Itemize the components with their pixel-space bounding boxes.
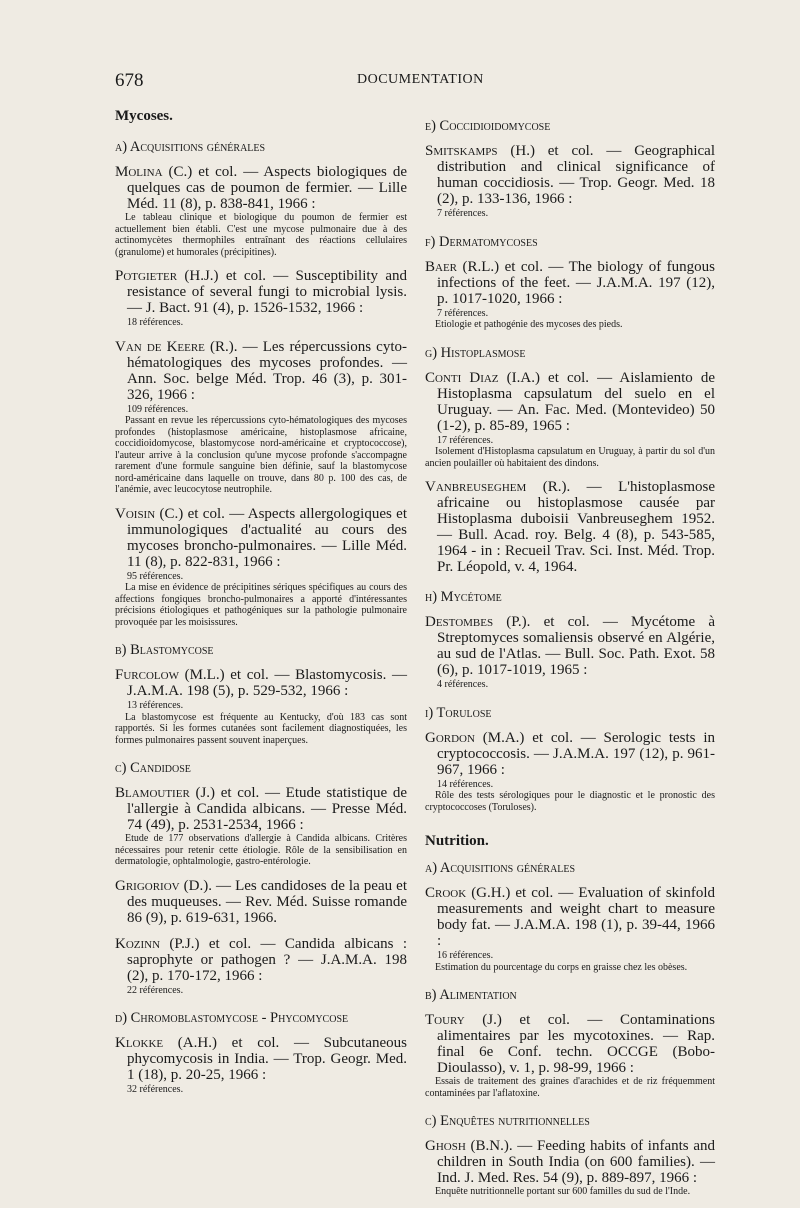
page-number: 678 bbox=[115, 70, 144, 91]
entry-author: Gordon (M.A.) bbox=[425, 729, 525, 746]
entry-ref-count: 14 références. bbox=[437, 778, 494, 790]
bibliography-entry bbox=[425, 730, 715, 814]
entry-author: Voisin (C.) bbox=[115, 505, 184, 522]
bibliography-entry bbox=[425, 479, 715, 575]
left-categories bbox=[115, 139, 407, 1096]
category-heading: c) Candidose bbox=[115, 760, 191, 776]
entry-author: Blamoutier (J.) bbox=[115, 785, 216, 801]
bibliography-entry bbox=[115, 164, 407, 258]
entry-author: Van de Keere (R.). bbox=[115, 338, 238, 355]
bibliography-entry bbox=[425, 370, 715, 470]
entry-author: Potgieter (H.J.) bbox=[115, 268, 219, 284]
entry-ref-count: 7 références. bbox=[437, 307, 489, 319]
entry-author: Vanbreuseghem (R.). bbox=[425, 479, 571, 495]
entry-reference-text: — L'histoplasmose africaine ou histoplasmose causée par Histoplasma duboisii Vanbreuseghem 1952. — Bull. Acad. roy. Belg. 4 (8), p. 543-585, 1964 - in : Recueil Trav. Sci. Inst. Méd. Trop. Pr. Léopold, v. 4, 1964. bbox=[437, 479, 715, 575]
entry-reference-text: — Les candidoses de la peau et des muqueuses. — Rev. Méd. Suisse romande 86 (9), p. 619-631, 1966. bbox=[127, 877, 407, 926]
entry-ref-count: 95 références. bbox=[127, 570, 184, 582]
entry-reference-text: et col. — Etude statistique de l'allergie à Candida albicans. — Presse Méd. 74 (49), p. 2531-2534, 1966 : bbox=[127, 785, 408, 833]
bibliography-entry bbox=[115, 936, 407, 997]
entry-citation bbox=[425, 259, 715, 307]
bibliography-entry bbox=[115, 785, 407, 868]
entry-abstract: Le tableau clinique et biologique du poumon de fermier est actuellement bien établi. C'est une mycose pulmonaire due à des actinomycètes thermophiles entraînant des réactions cellulaires (granulome) et humorales (précipitines). bbox=[115, 212, 407, 258]
bibliography-entry bbox=[425, 1138, 715, 1198]
entry-author: Molina (C.) bbox=[115, 164, 193, 180]
bibliography-entry bbox=[115, 667, 407, 746]
entry-reference-text: et col. — Subcutaneous phycomycosis in India. — Trop. Geogr. Med. 1 (18), p. 20-25, 1966 : bbox=[127, 1035, 407, 1083]
entry-citation bbox=[115, 268, 407, 316]
entry-reference-text: et col. — Contaminations alimentaires par les mycotoxines. — Rap. final 6e Conf. techn. OCCGE (Bobo-Dioulasso), v. 1, p. 98-99, 1966 : bbox=[437, 1012, 715, 1076]
entry-author: Smitskamps (H.) bbox=[425, 143, 535, 159]
right-categories-nutrition bbox=[425, 860, 715, 1198]
category-heading: f) Dermatomycoses bbox=[425, 233, 538, 250]
entry-ref-count: 17 références. bbox=[437, 434, 494, 446]
category-heading: b) Blastomycose bbox=[115, 642, 214, 658]
entry-ref-count: 18 références. bbox=[127, 317, 184, 328]
entry-ref-count: 4 références. bbox=[437, 679, 489, 690]
entry-reference-text: et col. — Aspects biologiques de quelques cas de poumon de fermier. — Lille Méd. 11 (8), p. 838-841, 1966 : bbox=[127, 164, 408, 212]
bibliography-entry bbox=[425, 143, 715, 220]
bibliography-entry bbox=[115, 506, 407, 629]
entry-reference-text: et col. — Aislamiento de Histoplasma capsulatum del suelo en el Uruguay. — An. Fac. Med. (Montevideo) 50 (1-2), p. 85-89, 1965 : bbox=[437, 369, 715, 434]
category-heading: b) Alimentation bbox=[425, 987, 517, 1003]
entry-citation bbox=[425, 143, 715, 207]
entry-reference-text: et col. — Serologic tests in cryptococcosis. — J.A.M.A. 197 (12), p. 961-967, 1966 : bbox=[437, 729, 715, 778]
entry-citation bbox=[115, 339, 407, 403]
entry-citation bbox=[115, 667, 407, 699]
entry-author: Toury (J.) bbox=[425, 1012, 502, 1028]
left-column bbox=[115, 108, 407, 1106]
entry-abstract: Passant en revue les répercussions cyto-hématologiques des mycoses profondes (histoplasmose américaine, histoplasmose africaine, coccidioidomycose, blastomycose nord-américaine et cryptococcose), l'auteur arrive à la conclusion qu'une mycose profonde s'accompagne rarement d'une formule sanguine bien définie, sauf la blastomycose nord-américaine dans laquelle on trouve, dans 80 p. 100 des cas, de l'anémie, avec leucocytose neutrophile. bbox=[115, 415, 407, 495]
entry-reference-text: et col. — Evaluation of skinfold measurements and weight chart to measure body fat. — J.A.M.A. 198 (1), p. 39-44, 1966 : bbox=[437, 885, 715, 949]
entry-reference-text: et col. — The biology of fungous infections of the feet. — J.A.M.A. 197 (12), p. 1017-1020, 1966 : bbox=[437, 258, 715, 307]
running-title: DOCUMENTATION bbox=[357, 72, 484, 87]
entry-ref-count: 109 références. bbox=[127, 403, 189, 415]
bibliography-entry bbox=[115, 1035, 407, 1096]
category-heading: g) Histoplasmose bbox=[425, 344, 526, 361]
entry-reference-text: et col. — Candida albicans : saprophyte or pathogen ? — J.A.M.A. 198 (2), p. 170-172, 1966 : bbox=[127, 935, 407, 984]
entry-reference-text: et col. — Aspects allergologiques et immunologiques d'actualité au cours des mycoses broncho-pulmonaires. — Lille Méd. 11 (8), p. 822-831, 1966 : bbox=[127, 505, 407, 570]
entry-ref-count: 32 références. bbox=[127, 1084, 184, 1095]
entry-citation bbox=[425, 370, 715, 434]
bibliography-entry bbox=[115, 339, 407, 496]
entry-abstract: Etiologie et pathogénie des mycoses des pieds. bbox=[435, 319, 623, 330]
entry-abstract: Rôle des tests sérologiques pour le diagnostic et le pronostic des cryptococcoses (Toruloses). bbox=[425, 790, 715, 813]
entry-author: Baer (R.L.) bbox=[425, 258, 500, 275]
entry-author: Kozinn (P.J.) bbox=[115, 935, 200, 952]
right-categories bbox=[425, 118, 715, 813]
entry-citation bbox=[115, 936, 407, 984]
entry-author: Ghosh (B.N.). bbox=[425, 1138, 513, 1154]
entry-citation bbox=[115, 506, 407, 570]
entry-ref-count: 13 références. bbox=[127, 700, 184, 711]
page-header bbox=[115, 70, 715, 94]
entry-abstract: Etude de 177 observations d'allergie à Candida albicans. Critères nécessaires pour retenir cette étiologie. Rôle de la sensibilisation en dermatologie, ophtalmologie, gastro-entérologie. bbox=[115, 833, 407, 867]
entry-citation bbox=[115, 164, 407, 212]
entry-reference-text: et col. — Blastomycosis. — J.A.M.A. 198 (5), p. 529-532, 1966 : bbox=[127, 667, 407, 699]
entry-author: Destombes (P.). bbox=[425, 614, 531, 630]
entry-reference-text: et col. — Susceptibility and resistance of several fungi to microbial lysis. — J. Bact. 91 (4), p. 1526-1532, 1966 : bbox=[127, 268, 407, 316]
entry-citation bbox=[115, 878, 407, 926]
entry-author: Furcolow (M.L.) bbox=[115, 667, 225, 683]
entry-citation bbox=[425, 614, 715, 678]
entry-author: Grigoriov (D.). bbox=[115, 877, 212, 894]
bibliography-entry bbox=[425, 614, 715, 691]
entry-reference-text: — Les répercussions cyto-hématologiques des mycoses profondes. — Ann. Soc. belge Méd. Trop. 46 (3), p. 301-326, 1966 : bbox=[127, 338, 407, 403]
entry-abstract: Isolement d'Histoplasma capsulatum en Uruguay, à partir du sol d'un ancien poulailler où habitaient des dindons. bbox=[425, 446, 715, 469]
bibliography-entry bbox=[115, 878, 407, 926]
category-heading: a) Acquisitions générales bbox=[115, 139, 266, 155]
entry-citation bbox=[115, 785, 407, 833]
category-heading: d) Chromoblastomycose - Phycomycose bbox=[115, 1010, 349, 1026]
entry-abstract: La mise en évidence de précipitines sériques spécifiques au cours des affections fongiques broncho-pulmonaires a apporté d'intéressantes précisions étiologiques et pathogéniques sur la pathologie pulmonaire provoquée par les moisissures. bbox=[115, 582, 407, 628]
bibliography-entry bbox=[425, 885, 715, 973]
entry-abstract: Enquête nutritionnelle portant sur 600 familles du sud de l'Inde. bbox=[435, 1186, 691, 1197]
entry-author: Conti Diaz (I.A.) bbox=[425, 369, 540, 386]
section-title-nutrition: Nutrition. bbox=[425, 833, 489, 849]
category-heading: h) Mycétome bbox=[425, 589, 502, 605]
entry-ref-count: 7 références. bbox=[437, 208, 489, 219]
entry-citation bbox=[425, 730, 715, 778]
entry-reference-text: et col. — Geographical distribution and clinical significance of human coccidiosis. — Trop. Geogr. Med. 18 (2), p. 133-136, 1966 : bbox=[437, 143, 715, 207]
entry-reference-text: et col. — Mycétome à Streptomyces somaliensis observé en Algérie, au sud de l'Atlas. — Bull. Soc. Path. Exot. 58 (6), p. 1017-1019, 1965 : bbox=[437, 614, 715, 678]
entry-ref-count: 22 références. bbox=[127, 984, 184, 996]
entry-citation bbox=[425, 1138, 715, 1186]
entry-reference-text: — Feeding habits of infants and children in South India (on 600 families). — Ind. J. Med. Res. 54 (9), p. 889-897, 1966 : bbox=[437, 1138, 715, 1186]
category-heading: i) Torulose bbox=[425, 704, 492, 721]
right-column bbox=[425, 118, 715, 1208]
entry-abstract: Essais de traitement des graines d'arachides et de riz fréquemment contaminées par l'aflatoxine. bbox=[425, 1076, 715, 1099]
category-heading: e) Coccidioidomycose bbox=[425, 118, 551, 134]
entry-citation bbox=[425, 479, 715, 575]
category-heading: a) Acquisitions générales bbox=[425, 860, 576, 876]
entry-abstract: La blastomycose est fréquente au Kentucky, d'où 183 cas sont rapportés. Si les formes cutanées sont facilement diagnostiquées, les formes pulmonaires passent souvent inaperçues. bbox=[115, 711, 407, 746]
entry-author: Crook (G.H.) bbox=[425, 885, 511, 901]
entry-citation bbox=[425, 1012, 715, 1076]
entry-citation bbox=[115, 1035, 407, 1083]
entry-author: Klokke (A.H.) bbox=[115, 1035, 217, 1051]
bibliography-entry bbox=[425, 259, 715, 331]
category-heading: c) Enquêtes nutritionnelles bbox=[425, 1113, 590, 1129]
section-title: Mycoses. bbox=[115, 108, 173, 124]
bibliography-entry bbox=[425, 1012, 715, 1099]
entry-ref-count: 16 références. bbox=[437, 950, 494, 961]
entry-abstract: Estimation du pourcentage du corps en graisse chez les obèses. bbox=[435, 961, 688, 973]
entry-citation bbox=[425, 885, 715, 949]
bibliography-entry bbox=[115, 268, 407, 329]
